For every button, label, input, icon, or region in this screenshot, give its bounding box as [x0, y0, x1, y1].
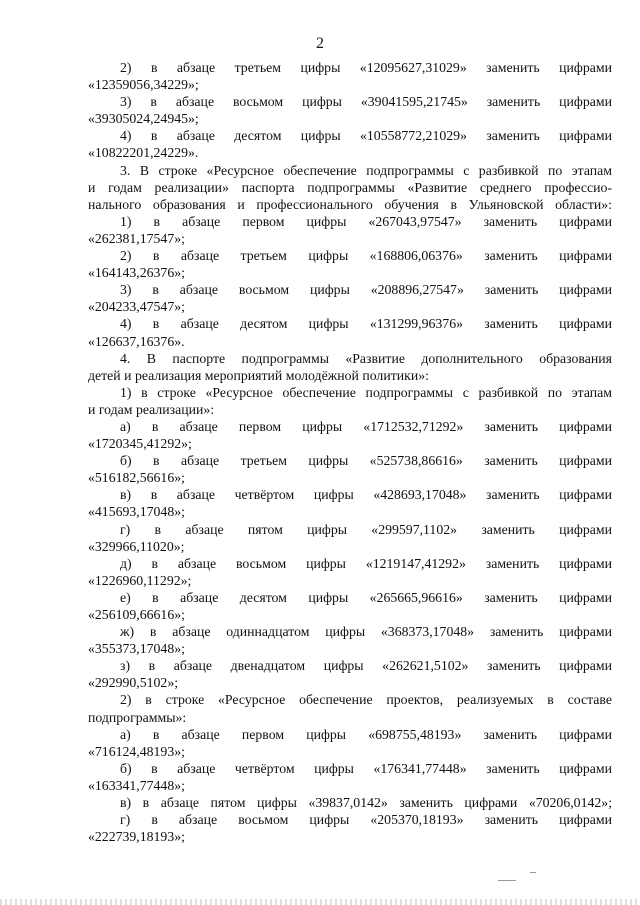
document-body	[88, 59, 612, 845]
text-line: а) в абзаце первом цифры «698755,48193» заменить цифрами	[120, 726, 612, 742]
text-line: и годам реализации»:	[88, 401, 215, 417]
text-line: «222739,18193»;	[88, 829, 185, 845]
text-line: з) в абзаце двенадцатом цифры «262621,5102» заменить цифрами	[120, 658, 612, 674]
text-line: и годам реализации» паспорта подпрограммы «Развитие среднего профессио-	[88, 179, 612, 195]
text-line: «39305024,24945»;	[88, 111, 199, 127]
text-line: «10822201,24229».	[88, 145, 199, 161]
text-line: 2) в абзаце третьем цифры «168806,06376» заменить цифрами	[120, 248, 612, 264]
text-line: «1226960,11292»;	[88, 572, 192, 588]
text-line: в) в абзаце четвёртом цифры «428693,17048» заменить цифрами	[120, 487, 612, 503]
text-line: ж) в абзаце одиннадцатом цифры «368373,17048» заменить цифрами	[120, 624, 612, 640]
text-line: «716124,48193»;	[88, 743, 185, 759]
text-line: «415693,17048»;	[88, 504, 185, 520]
text-line: в) в абзаце пятом цифры «39837,0142» заменить цифрами «70206,0142»;	[120, 795, 612, 811]
text-line: 3) в абзаце восьмом цифры «208896,27547» заменить цифрами	[120, 282, 612, 298]
text-line: д) в абзаце восьмом цифры «1219147,41292» заменить цифрами	[120, 555, 612, 571]
text-line: г) в абзаце пятом цифры «299597,1102» заменить цифрами	[120, 521, 612, 537]
scan-mark	[498, 880, 516, 881]
text-line: «12359056,34229»;	[88, 77, 199, 93]
text-line: «355373,17048»;	[88, 641, 185, 657]
text-line: 1) в строке «Ресурсное обеспечение подпрограммы с разбивкой по этапам	[120, 384, 612, 400]
text-line: «1720345,41292»;	[88, 436, 192, 452]
text-line: «292990,5102»;	[88, 675, 179, 691]
text-line: г) в абзаце восьмом цифры «205370,18193» заменить цифрами	[120, 812, 612, 828]
text-line: «262381,17547»;	[88, 230, 185, 246]
text-line: «163341,77448»;	[88, 777, 185, 793]
text-line: 2) в абзаце третьем цифры «12095627,31029» заменить цифрами	[120, 60, 612, 75]
text-line: 3) в абзаце восьмом цифры «39041595,21745» заменить цифрами	[120, 94, 612, 110]
text-line: «164143,26376»;	[88, 265, 185, 281]
text-line: «256109,66616»;	[88, 607, 185, 622]
text-line: «329966,11020»;	[88, 538, 185, 554]
text-line: 2) в строке «Ресурсное обеспечение проектов, реализуемых в составе	[120, 692, 612, 708]
text-line: «204233,47547»;	[88, 299, 185, 315]
text-line: б) в абзаце четвёртом цифры «176341,77448» заменить цифрами	[120, 760, 612, 776]
text-line: детей и реализация мероприятий молодёжной политики»:	[88, 367, 429, 383]
scan-edge	[0, 899, 640, 905]
scan-mark	[530, 872, 536, 873]
text-line: 4) в абзаце десятом цифры «131299,96376» заменить цифрами	[120, 316, 612, 332]
text-line: е) в абзаце десятом цифры «265665,96616» заменить цифрами	[120, 589, 612, 605]
text-line: б) в абзаце третьем цифры «525738,86616» заменить цифрами	[120, 453, 612, 469]
page-number: 2	[316, 35, 324, 52]
text-line: нального образования и профессионального обучения в Ульяновской области»:	[88, 196, 612, 212]
text-line: подпрограммы»:	[88, 709, 187, 725]
text-line: «516182,56616»;	[88, 470, 185, 486]
text-line: 4) в абзаце десятом цифры «10558772,21029» заменить цифрами	[120, 128, 612, 144]
text-line: 1) в абзаце первом цифры «267043,97547» заменить цифрами	[120, 213, 612, 229]
text-line: 4. В паспорте подпрограммы «Развитие дополнительного образования	[120, 350, 612, 366]
text-line: а) в абзаце первом цифры «1712532,71292» заменить цифрами	[120, 418, 612, 434]
text-line: 3. В строке «Ресурсное обеспечение подпрограммы с разбивкой по этапам	[120, 162, 612, 178]
text-line: «126637,16376».	[88, 333, 185, 349]
